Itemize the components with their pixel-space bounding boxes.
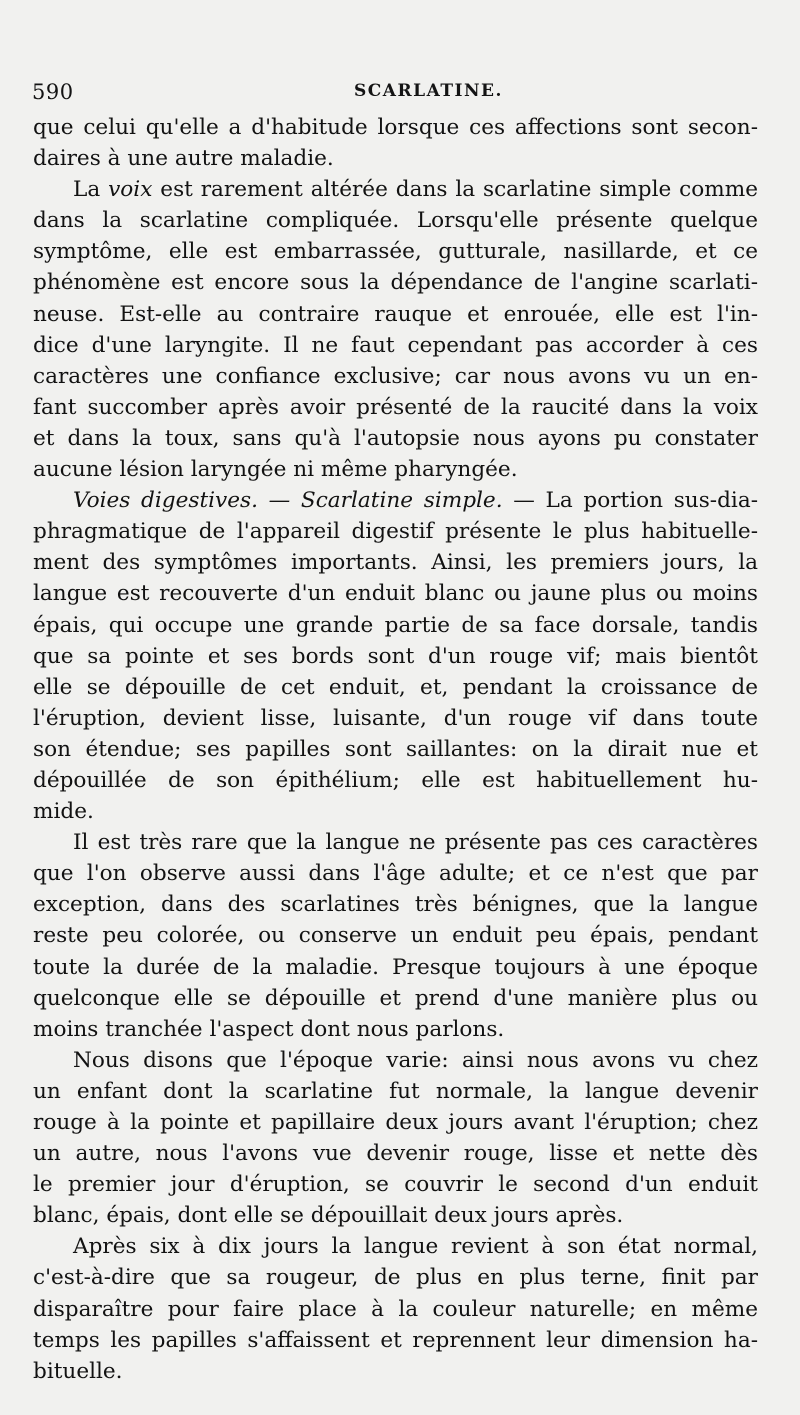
text-line: phénomène est encore sous la dépendance de l'angine scarlati- (33, 270, 758, 296)
text-line: Nous disons que l'époque varie: ainsi nous avons vu chez (73, 1047, 758, 1073)
text-line (33, 174, 758, 205)
text-line: neuse. Est-elle au contraire rauque et enrouée, elle est l'in- (33, 301, 758, 327)
text-line: daires à une autre maladie. (33, 146, 334, 172)
text-line: Il est très rare que la langue ne présente pas ces caractères (73, 830, 758, 856)
text-line: bituelle. (33, 1358, 123, 1384)
text-line: dépouillée de son épithélium; elle est habituellement hu- (33, 767, 758, 793)
italic-term: voix (108, 177, 153, 203)
text-line: dice d'une laryngite. Il ne faut cependant pas accorder à ces (33, 332, 758, 358)
text-line: elle se dépouille de cet enduit, et, pendant la croissance de (33, 674, 758, 700)
text-line: son étendue; ses papilles sont saillantes: on la dirait nue et (33, 736, 758, 762)
text-line: l'éruption, devient lisse, luisante, d'un rouge vif dans toute (33, 705, 758, 731)
text-line: épais, qui occupe une grande partie de sa face dorsale, tandis (33, 612, 758, 638)
text-line: fant succomber après avoir présenté de la raucité dans la voix (33, 394, 758, 420)
paragraph (33, 1231, 758, 1386)
text-line: un autre, nous l'avons vue devenir rouge, lisse et nette dès (33, 1141, 758, 1167)
text-line: exception, dans des scarlatines très bénignes, que la langue (33, 892, 758, 918)
text-line (33, 485, 758, 516)
text-line: blanc, épais, dont elle se dépouillait deux jours après. (33, 1203, 624, 1229)
paragraph (33, 827, 758, 1045)
paragraph (33, 112, 758, 174)
text-line: phragmatique de l'appareil digestif présente le plus habituelle- (33, 519, 758, 545)
text-run: — La portion sus-dia- (502, 488, 758, 514)
text-line: langue est recouverte d'un enduit blanc ou jaune plus ou moins (33, 581, 758, 607)
text-line: caractères une confiance exclusive; car nous avons vu un en- (33, 363, 758, 389)
text-line: quelconque elle se dépouille et prend d'une manière plus ou (33, 985, 758, 1011)
text-line: que sa pointe et ses bords sont d'un rouge vif; mais bientôt (33, 643, 758, 669)
text-line: que l'on observe aussi dans l'âge adulte; et ce n'est que par (33, 861, 758, 887)
text-line: mide. (33, 799, 94, 825)
text-line: Après six à dix jours la langue revient à son état normal, (73, 1234, 758, 1260)
text-line: c'est-à-dire que sa rougeur, de plus en plus terne, finit par (33, 1265, 758, 1291)
text-line: moins tranchée l'aspect dont nous parlons. (33, 1016, 505, 1042)
paragraph (33, 485, 758, 827)
text-line: le premier jour d'éruption, se couvrir le second d'un enduit (33, 1172, 758, 1198)
paragraph (33, 1045, 758, 1232)
page-number: 590 (32, 80, 74, 104)
text-line: symptôme, elle est embarrassée, gutturale, nasillarde, et ce (33, 239, 758, 265)
paragraph (33, 174, 758, 485)
text-line: disparaître pour faire place à la couleur naturelle; en même (33, 1296, 758, 1322)
text-line: dans la scarlatine compliquée. Lorsqu'elle présente quelque (33, 208, 758, 234)
page-body (33, 112, 758, 1387)
text-line: ment des symptômes importants. Ainsi, les premiers jours, la (33, 550, 758, 576)
text-line: et dans la toux, sans qu'à l'autopsie nous ayons pu constater (33, 425, 758, 451)
text-line: aucune lésion laryngée ni même pharyngée. (33, 457, 518, 483)
text-run: est rarement altérée dans la scarlatine simple comme (152, 177, 758, 203)
text-line: rouge à la pointe et papillaire deux jours avant l'éruption; chez (33, 1110, 758, 1135)
text-line: un enfant dont la scarlatine fut normale, la langue devenir (33, 1078, 758, 1104)
text-line: que celui qu'elle a d'habitude lorsque ces affections sont secon- (33, 115, 758, 140)
running-title: SCARLATINE. (354, 81, 503, 101)
italic-heading: Voies digestives. — Scarlatine simple. (73, 488, 503, 514)
text-line: toute la durée de la maladie. Presque toujours à une époque (33, 954, 758, 980)
text-line: reste peu colorée, ou conserve un enduit peu épais, pendant (33, 923, 758, 949)
page-header (32, 80, 762, 106)
text-run: La (73, 177, 109, 203)
text-line: temps les papilles s'affaissent et reprennent leur dimension ha- (33, 1327, 758, 1353)
